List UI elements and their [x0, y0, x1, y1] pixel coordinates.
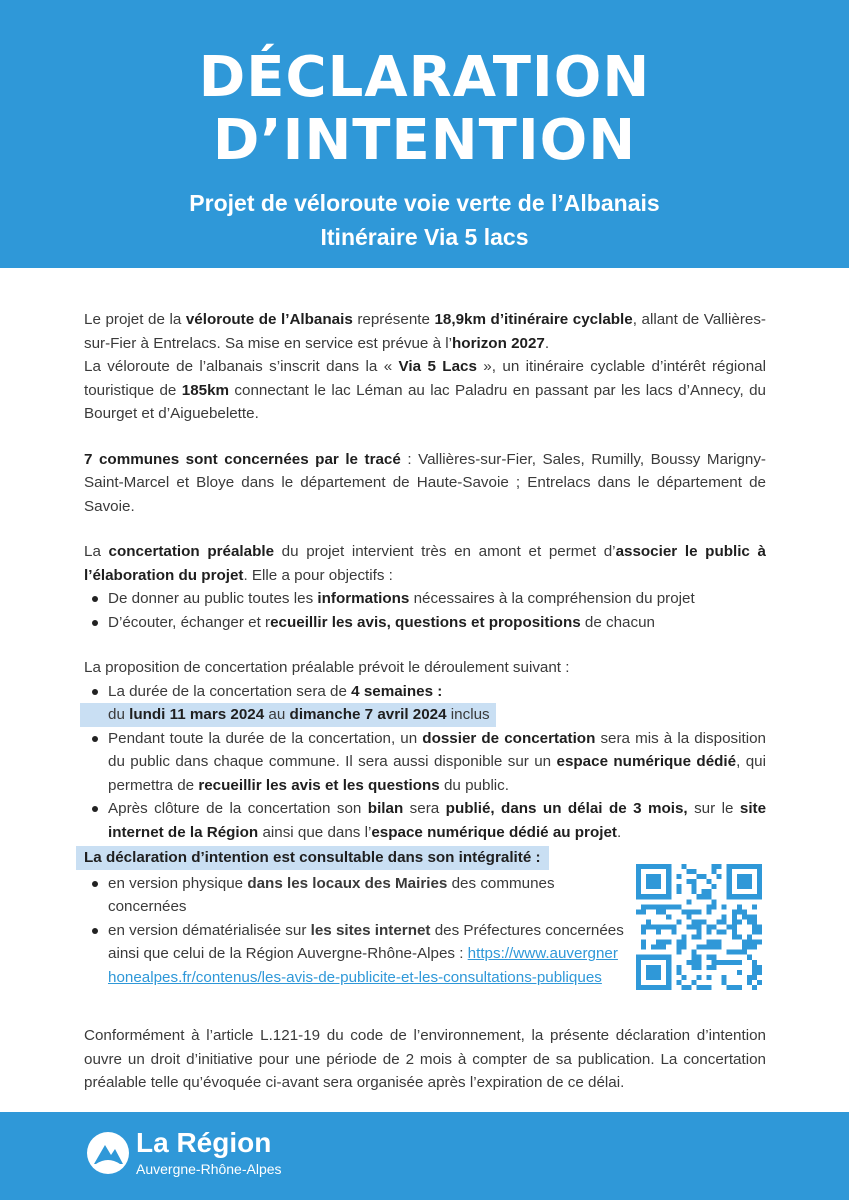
- subtitle-line-2: Itinéraire Via 5 lacs: [320, 224, 529, 250]
- text: De donner au public toutes les: [108, 590, 318, 607]
- footer-banner: [0, 1112, 849, 1200]
- bold-text: dossier de concertation: [422, 729, 596, 747]
- bold-text: ecueillir les avis, questions et propositions: [270, 613, 581, 631]
- text: de chacun: [580, 613, 655, 631]
- page-title: [0, 46, 849, 172]
- text: représente: [352, 311, 435, 328]
- text: La véloroute de l’albanais s’inscrit dans la «: [84, 358, 399, 375]
- bold-text: 7 communes sont concernées par le tracé: [84, 450, 401, 468]
- bold-text: site internet de la Région: [108, 800, 767, 841]
- list-item: [84, 919, 624, 990]
- text: connectant le lac Léman au lac Paladru en passant par les lacs d’Annecy, du Bourget et d’Aiguebelette.: [84, 381, 767, 422]
- text: du projet intervient très en amont et permet d’: [274, 543, 616, 560]
- text: au: [264, 706, 290, 723]
- bold-text: 18,9km d’itinéraire cyclable: [434, 311, 633, 328]
- text: Pendant toute la durée de la concertation, un: [108, 729, 423, 747]
- text: ainsi que dans l’: [258, 823, 372, 841]
- bold-text: les sites internet: [310, 921, 431, 939]
- concertation-paragraph: [84, 540, 766, 587]
- list-item: [84, 680, 766, 727]
- text: .: [544, 334, 550, 352]
- text: du public.: [439, 776, 509, 794]
- consultation-link[interactable]: https://www.auvergnerhonealpes.fr/contenus/les-avis-de-publicite-et-les-consultations-publiques: [108, 945, 618, 986]
- text: sera: [403, 800, 446, 817]
- bold-text: Via 5 Lacs: [398, 358, 477, 375]
- text: sera mis à la disposition du public dans chaque commune. Il sera aussi disponible sur un: [108, 729, 766, 770]
- consultation-section: [84, 846, 624, 989]
- title-line-1: DÉCLARATION: [198, 45, 651, 110]
- text: en version physique: [108, 874, 248, 892]
- text: sur le: [687, 800, 740, 817]
- text: des Préfectures concernées ainsi que celui de la Région Auvergne-Rhône-Alpes :: [108, 921, 624, 962]
- bold-text: espace numérique dédié au projet: [371, 823, 617, 841]
- schedule-intro: La proposition de concertation préalable prévoit le déroulement suivant :: [84, 659, 570, 676]
- page-subtitle: [0, 186, 849, 254]
- bold-text: recueillir les avis et les questions: [198, 776, 440, 794]
- header-banner: [0, 0, 849, 268]
- text: », un itinéraire cyclable d’intérêt régional touristique de: [84, 358, 767, 399]
- text: Le projet de la: [84, 311, 186, 328]
- bold-text: associer le public à l’élaboration du projet: [84, 543, 766, 584]
- text: du: [108, 706, 130, 723]
- main-content: [84, 308, 766, 844]
- text: en version dématérialisée sur: [108, 921, 311, 939]
- logo-name: La Région: [136, 1127, 272, 1158]
- legal-paragraph: Conformément à l’article L.121-19 du code de l’environnement, la présente déclaration d’intention ouvre un droit d’initiative pour une période de 2 mois à compter de sa publication. La concertation préalable telle qu’évoquée ci-avant sera organisée après l’expiration de ce délai.: [84, 1027, 766, 1091]
- qr-code-icon: [636, 864, 762, 990]
- list-item: [84, 587, 766, 611]
- bold-text: informations: [317, 590, 410, 607]
- text: nécessaires à la compréhension du projet: [409, 590, 695, 607]
- bold-text: horizon 2027: [452, 334, 545, 352]
- subtitle-line-1: Projet de véloroute voie verte de l’Albanais: [189, 190, 660, 216]
- text: La durée de la concertation sera de: [108, 682, 352, 700]
- list-item: [84, 797, 766, 844]
- objectives-list: [84, 587, 766, 634]
- list-item: [84, 872, 624, 919]
- logo-subtitle: Auvergne-Rhône-Alpes: [136, 1161, 282, 1177]
- bold-text: lundi 11 mars 2024: [129, 706, 265, 723]
- bold-text: 4 semaines :: [351, 682, 443, 700]
- text: , allant de Vallières-sur-Fier à Entrelacs. Sa mise en service est prévue à l’: [84, 311, 766, 352]
- text: . Elle a pour objectifs :: [243, 566, 393, 584]
- text: Après clôture de la concertation son: [108, 800, 368, 817]
- bold-text: 185km: [181, 381, 230, 399]
- list-item: [84, 611, 766, 635]
- title-line-2: D’INTENTION: [212, 108, 637, 173]
- bold-text: publié, dans un délai de 3 mois,: [445, 800, 688, 817]
- consultation-list: [84, 872, 624, 990]
- bold-text: espace numérique dédié: [556, 753, 737, 770]
- bold-text: dimanche 7 avril 2024: [289, 706, 447, 723]
- text: .: [616, 823, 622, 841]
- bold-text: concertation préalable: [108, 543, 275, 560]
- text: , qui permettra de: [108, 753, 766, 794]
- text: inclus: [446, 706, 490, 723]
- bold-text: bilan: [367, 800, 404, 817]
- bold-text: véloroute de l’Albanais: [185, 311, 353, 328]
- schedule-list: [84, 680, 766, 845]
- text: D’écouter, échanger et r: [108, 613, 271, 631]
- bold-text: dans les locaux des Mairies: [247, 874, 448, 892]
- text: : Vallières-sur-Fier, Sales, Rumilly, Boussy Marigny-Saint-Marcel et Bloye dans le département de Haute-Savoie ; Entrelacs dans le département de Savoie.: [84, 450, 766, 515]
- text: La: [84, 543, 109, 560]
- highlighted-dates: [80, 703, 496, 727]
- list-item: [84, 727, 766, 798]
- region-logo-icon: [86, 1131, 130, 1175]
- consultation-heading: La déclaration d’intention est consultable dans son intégralité :: [76, 846, 549, 870]
- communes-paragraph: [84, 448, 766, 519]
- text: des communes concernées: [108, 874, 555, 915]
- project-paragraph: [84, 308, 766, 426]
